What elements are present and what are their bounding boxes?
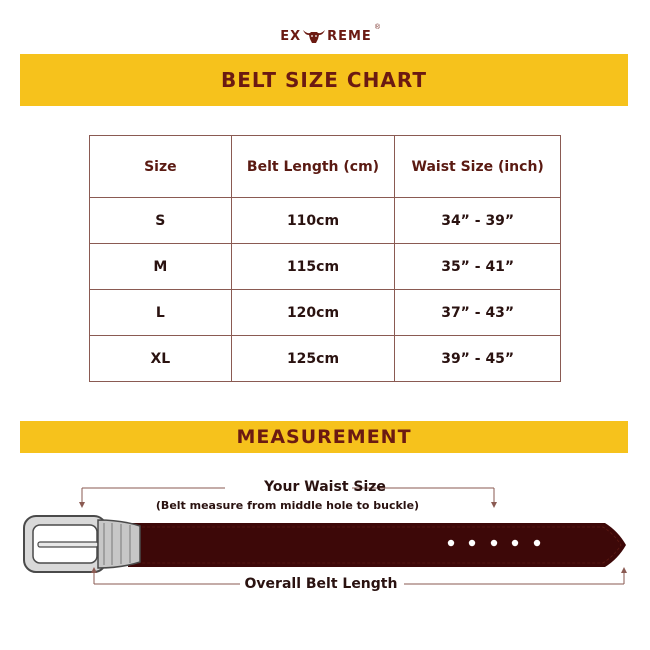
logo-text-right: REME bbox=[327, 28, 372, 44]
belt-measurement-diagram bbox=[0, 470, 650, 600]
overall-length-label: Overall Belt Length bbox=[244, 576, 398, 592]
cell-belt-length: 115cm bbox=[231, 244, 395, 290]
cell-belt-length: 120cm bbox=[231, 290, 395, 336]
waist-size-label: Your Waist Size bbox=[264, 479, 386, 495]
table-header-row bbox=[90, 136, 561, 198]
brand-logo bbox=[270, 22, 382, 50]
cell-size: S bbox=[90, 198, 232, 244]
header-size: Size bbox=[90, 136, 232, 198]
table-row bbox=[90, 244, 561, 290]
cell-size: XL bbox=[90, 336, 232, 382]
table-row bbox=[90, 198, 561, 244]
table-row bbox=[90, 290, 561, 336]
size-chart-title: BELT SIZE CHART bbox=[221, 68, 427, 92]
cell-belt-length: 110cm bbox=[231, 198, 395, 244]
cell-waist-size: 39” - 45” bbox=[395, 336, 561, 382]
cell-size: M bbox=[90, 244, 232, 290]
belt-buckle bbox=[24, 516, 140, 572]
size-chart-table bbox=[89, 135, 561, 382]
cell-size: L bbox=[90, 290, 232, 336]
measurement-title: MEASUREMENT bbox=[236, 426, 412, 448]
size-chart-banner bbox=[20, 54, 628, 106]
table-row bbox=[90, 336, 561, 382]
belt-strap bbox=[128, 523, 626, 567]
cell-waist-size: 34” - 39” bbox=[395, 198, 561, 244]
bull-head-icon bbox=[302, 27, 326, 45]
cell-waist-size: 35” - 41” bbox=[395, 244, 561, 290]
header-belt-length: Belt Length (cm) bbox=[231, 136, 395, 198]
cell-belt-length: 125cm bbox=[231, 336, 395, 382]
logo-text-left: EX bbox=[280, 28, 302, 44]
registered-mark: ® bbox=[374, 24, 380, 31]
header-waist-size: Waist Size (inch) bbox=[395, 136, 561, 198]
measurement-banner bbox=[20, 421, 628, 453]
cell-waist-size: 37” - 43” bbox=[395, 290, 561, 336]
waist-measure-note: (Belt measure from middle hole to buckle) bbox=[155, 499, 420, 512]
logo-wordmark bbox=[280, 27, 372, 45]
